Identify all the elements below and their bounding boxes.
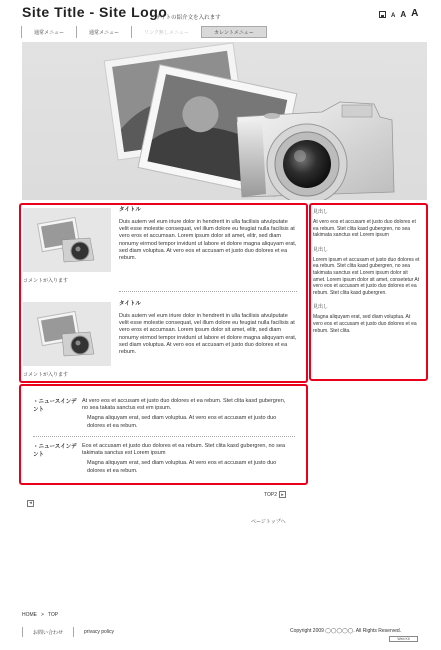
article-1-caption: コメントが入ります <box>23 278 69 284</box>
sidebar-heading-2: 見出し <box>313 246 329 253</box>
footer-badge[interactable]: Web Kit <box>389 636 418 642</box>
sidebar-text-1: At vero eos et accusam et justo duo dolores et ea rebum. Stet clita kasd gubergren, no sea takimata sanctus est Lorem ipsum <box>313 219 416 239</box>
news-label-2: ・ニュースインデント <box>33 444 77 458</box>
article-1-body: Duis autem vel eum iriure dolor in hendrerit in ulla facilisis atvulputate velit esse molestie consequat, vel illum dolore eu feugiat nulla facilisis at vero eros et accumsan. Lorem ipsum dolor sit amet, elitr, sed diam nonumy eirmod tempor invidunt ut labore et dolore magna aliquyam erat, sed diam voluptua. At vero eos et accusam et justo duo dolores et ea rebum. <box>119 219 297 262</box>
breadcrumb-home[interactable]: HOME <box>22 612 37 618</box>
font-size-large-button[interactable]: A <box>411 8 419 19</box>
page-top-link[interactable]: ページトップへ <box>251 519 286 525</box>
article-2-title[interactable]: タイトル <box>119 301 141 307</box>
sidebar-heading-1: 見出し <box>313 209 329 215</box>
bullet-icon: ・ <box>33 399 39 405</box>
nav-item-normal-2[interactable]: 通常メニュー <box>76 26 131 38</box>
breadcrumb <box>22 612 58 618</box>
print-icon[interactable] <box>379 11 386 18</box>
news-text-1: At vero eos et accusam et justo duo dolores et ea rebum. Stet clita kasd gubergren, no sea takata sanctus est em ipsum. <box>82 398 286 412</box>
footer-link-contact[interactable]: お問い合わせ <box>22 627 73 637</box>
pager-next[interactable] <box>264 491 286 498</box>
footer-link-privacy[interactable]: privacy policy <box>73 627 124 637</box>
article-2-body: Duis autem vel eum iriure dolor in hendrerit in ulla facilisis atvulputate velit esse molestie consequat, vel illum dolore eu feugiat nulla facilisis at vero eros et accumsan. Lorem ipsum dolor sit amet, elitr, sed diam nonumy eirmod tempor invidunt ut labore et dolore magna aliquyam erat, sed diam voluptua. At vero eos et accusam et justo duo dolores et ea rebum. <box>119 313 297 356</box>
article-divider <box>119 291 297 292</box>
article-2-caption: コメントが入ります <box>23 372 69 378</box>
news-indent-1: Magna aliquyam erat, sed diam voluptua. At vero eos et accusam et justo duo dolores et ea rebum. <box>87 415 277 429</box>
news-item-1 <box>33 398 295 430</box>
news-label-1: ・ニュースインデント <box>33 399 77 413</box>
nav-item-no-link: リンク無しメニュー <box>131 26 201 38</box>
article-2-photo <box>23 302 111 366</box>
sidebar-text-2: Lorem ipsum et accusam et justo duo dolores et ea rebum. Stet clita kasd gubergren, no sea takimata sanctus est Lorem ipsum dolor sit amet. Lorem ipsum dolor sit amet, consetetur At vero eos et accusam et justo duo dolores et ea rebum. Stet clita kasd gubergren. <box>313 256 420 296</box>
bullet-icon: ・ <box>33 444 39 450</box>
sidebar-heading-3: 見出し <box>313 304 329 311</box>
hero-image <box>22 42 427 200</box>
sidebar-text-3: Magna aliquyam erat, sed diam voluptua. At vero eos et accusam et justo duo dolores et ea rebum. Stet clita. <box>313 314 417 334</box>
font-size-small-button[interactable]: A <box>391 13 396 19</box>
pager-next-label[interactable]: TOP2 <box>264 491 277 498</box>
camera-thumbnail-icon <box>32 216 102 264</box>
arrow-right-icon[interactable]: ▸ <box>279 491 286 498</box>
footer-links <box>22 627 124 637</box>
article-1-photo <box>23 208 111 272</box>
breadcrumb-separator: > <box>41 612 44 618</box>
news-item-2 <box>33 443 295 475</box>
arrow-left-icon[interactable]: ◂ <box>27 500 34 507</box>
copyright: Copyright 2009 ◯◯◯◯◯. All Rights Reserved. <box>290 628 402 634</box>
article-1-title[interactable]: タイトル <box>119 207 141 213</box>
news-indent-2: Magna aliquyam erat, sed diam voluptua. At vero eos et accusam et justo duo dolores et ea rebum. <box>87 460 277 474</box>
camera-photo-illustration <box>22 42 427 200</box>
site-title[interactable]: Site Title - Site Logo <box>22 4 168 20</box>
camera-thumbnail-icon <box>32 310 102 358</box>
font-size-switcher <box>379 9 418 19</box>
sidebar <box>313 208 421 334</box>
font-size-medium-button[interactable]: A <box>400 10 407 19</box>
pager-prev[interactable] <box>27 491 34 509</box>
news-text-2: Eos et accusam et justo duo dolores et ea rebum. Stet clita kasd gubergren, no sea takimata sanctus est Lorem ipsum <box>82 443 286 457</box>
site-description: サイトの紹介文を入れます <box>155 15 221 21</box>
news-divider <box>33 436 295 437</box>
breadcrumb-top: TOP <box>47 612 59 618</box>
nav-item-normal-1[interactable]: 通常メニュー <box>21 26 76 38</box>
global-nav <box>21 26 267 38</box>
nav-item-current[interactable]: カレントメニュー <box>201 26 267 38</box>
